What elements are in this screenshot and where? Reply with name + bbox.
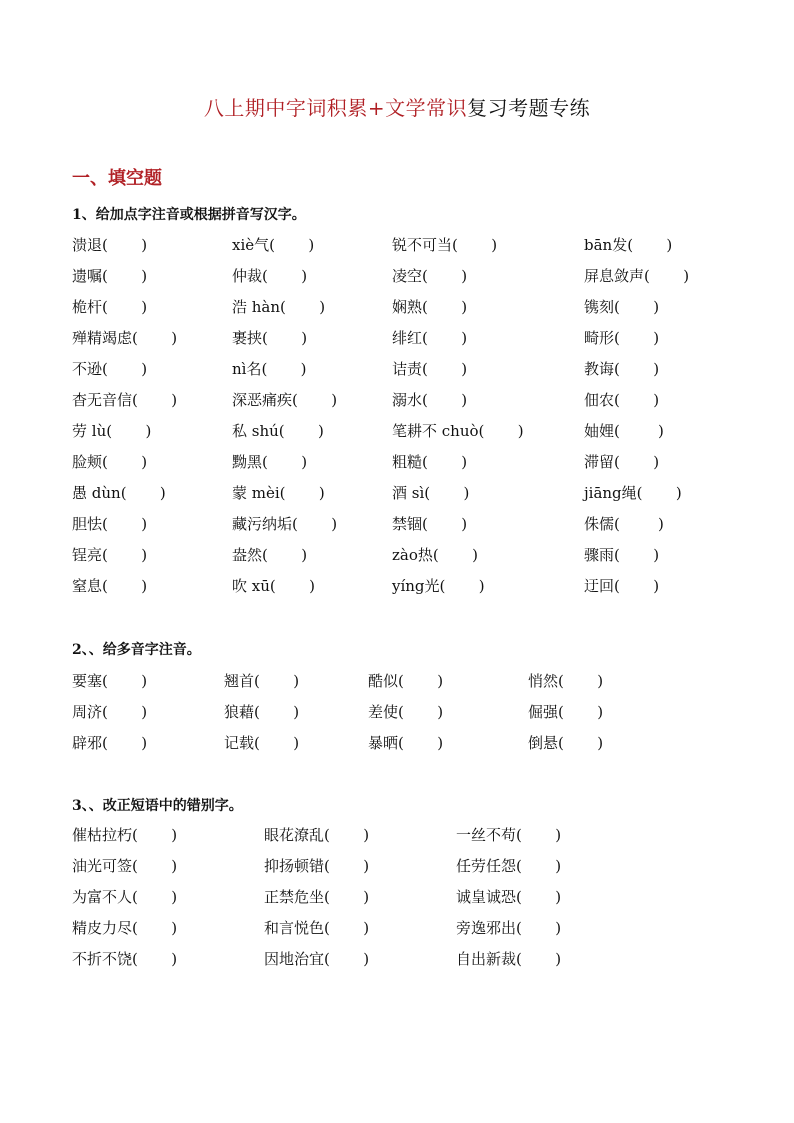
fill-blank-item: 锐不可当( )	[392, 236, 498, 254]
fill-blank-item: 深恶痛疾( )	[232, 391, 338, 409]
item-row	[0, 359, 794, 390]
fill-blank-item: 眼花潦乱( )	[264, 826, 370, 844]
fill-blank-item: 裹挟( )	[232, 329, 308, 347]
fill-blank-item: 翘首( )	[224, 672, 300, 690]
item-row	[0, 514, 794, 545]
item-row	[0, 421, 794, 452]
fill-blank-item: jiāng绳( )	[584, 484, 682, 502]
fill-blank-item: 绯红( )	[392, 329, 468, 347]
fill-blank-item: 倒悬( )	[528, 734, 604, 752]
fill-blank-item: 记载( )	[224, 734, 300, 752]
fill-blank-item: xiè气( )	[232, 236, 315, 254]
fill-blank-item: 锃亮( )	[72, 546, 148, 564]
item-row	[0, 483, 794, 514]
fill-blank-item: 酷似( )	[368, 672, 444, 690]
fill-blank-item: 油光可签( )	[72, 857, 178, 875]
fill-blank-item: 一丝不苟( )	[456, 826, 562, 844]
item-row	[0, 856, 794, 887]
fill-blank-item: 任劳任怨( )	[456, 857, 562, 875]
fill-blank-item: 笔耕不 chuò( )	[392, 422, 524, 440]
fill-blank-item: nì名( )	[232, 360, 307, 378]
fill-blank-item: 差使( )	[368, 703, 444, 721]
item-row	[0, 576, 794, 607]
fill-blank-item: 藏污纳垢( )	[232, 515, 338, 533]
fill-blank-item: 旁逸邪出( )	[456, 919, 562, 937]
fill-blank-item: 暴晒( )	[368, 734, 444, 752]
fill-blank-item: 窒息( )	[72, 577, 148, 595]
item-row	[0, 452, 794, 483]
fill-blank-item: 遗嘱( )	[72, 267, 148, 285]
fill-blank-item: 悄然( )	[528, 672, 604, 690]
fill-blank-item: 诚皇诚恐( )	[456, 888, 562, 906]
fill-blank-item: 倔强( )	[528, 703, 604, 721]
fill-blank-item: yíng光( )	[392, 577, 485, 595]
fill-blank-item: 溃退( )	[72, 236, 148, 254]
question-2-title: 2、、给多音字注音。	[72, 642, 201, 658]
item-row	[0, 545, 794, 576]
fill-blank-item: 吹 xū( )	[232, 577, 315, 595]
fill-blank-item: 粗糙( )	[392, 453, 468, 471]
fill-blank-item: 黝黑( )	[232, 453, 308, 471]
document-title	[0, 95, 794, 121]
item-row	[0, 235, 794, 266]
fill-blank-item: 溺水( )	[392, 391, 468, 409]
fill-blank-item: 镌刻( )	[584, 298, 660, 316]
fill-blank-item: 杳无音信( )	[72, 391, 178, 409]
fill-blank-item: 凌空( )	[392, 267, 468, 285]
fill-blank-item: 抑扬顿错( )	[264, 857, 370, 875]
fill-blank-item: 正禁危坐( )	[264, 888, 370, 906]
question-2-grid	[0, 671, 794, 764]
fill-blank-item: 妯娌( )	[584, 422, 664, 440]
fill-blank-item: bān发( )	[584, 236, 673, 254]
fill-blank-item: 诘责( )	[392, 360, 468, 378]
fill-blank-item: 酒 sì( )	[392, 484, 470, 502]
fill-blank-item: 胆怯( )	[72, 515, 148, 533]
fill-blank-item: 不逊( )	[72, 360, 148, 378]
fill-blank-item: 教诲( )	[584, 360, 660, 378]
section-heading: 一、填空题	[72, 168, 162, 189]
question-3-title: 3、、改正短语中的错别字。	[72, 798, 243, 814]
item-row	[0, 887, 794, 918]
item-row	[0, 390, 794, 421]
fill-blank-item: 愚 dùn( )	[72, 484, 166, 502]
fill-blank-item: 因地治宜( )	[264, 950, 370, 968]
item-row	[0, 825, 794, 856]
fill-blank-item: 浩 hàn( )	[232, 298, 326, 316]
title-dark-part: 复习考题专练	[467, 96, 591, 120]
item-row	[0, 297, 794, 328]
item-row	[0, 671, 794, 702]
fill-blank-item: 禁锢( )	[392, 515, 468, 533]
question-3-grid	[0, 825, 794, 980]
fill-blank-item: 催枯拉朽( )	[72, 826, 178, 844]
fill-blank-item: 劳 lù( )	[72, 422, 152, 440]
fill-blank-item: 周济( )	[72, 703, 148, 721]
fill-blank-item: 娴熟( )	[392, 298, 468, 316]
fill-blank-item: 精皮力尽( )	[72, 919, 178, 937]
fill-blank-item: 畸形( )	[584, 329, 660, 347]
fill-blank-item: 脸颊( )	[72, 453, 148, 471]
fill-blank-item: 佃农( )	[584, 391, 660, 409]
fill-blank-item: 仲裁( )	[232, 267, 308, 285]
fill-blank-item: 和言悦色( )	[264, 919, 370, 937]
fill-blank-item: 桅杆( )	[72, 298, 148, 316]
fill-blank-item: 辟邪( )	[72, 734, 148, 752]
fill-blank-item: 屏息敛声( )	[584, 267, 690, 285]
item-row	[0, 266, 794, 297]
fill-blank-item: 要塞( )	[72, 672, 148, 690]
item-row	[0, 328, 794, 359]
fill-blank-item: 为富不人( )	[72, 888, 178, 906]
fill-blank-item: 狼藉( )	[224, 703, 300, 721]
fill-blank-item: 骤雨( )	[584, 546, 660, 564]
fill-blank-item: 迂回( )	[584, 577, 660, 595]
fill-blank-item: 蒙 mèi( )	[232, 484, 325, 502]
fill-blank-item: zào热( )	[392, 546, 478, 564]
fill-blank-item: 盎然( )	[232, 546, 308, 564]
fill-blank-item: 殚精竭虑( )	[72, 329, 178, 347]
item-row	[0, 702, 794, 733]
fill-blank-item: 私 shú( )	[232, 422, 324, 440]
item-row	[0, 918, 794, 949]
item-row	[0, 949, 794, 980]
question-1-title: 1、给加点字注音或根据拼音写汉字。	[72, 207, 306, 223]
title-red-part: 八上期中字词积累+文学常识	[203, 96, 468, 120]
fill-blank-item: 滞留( )	[584, 453, 660, 471]
fill-blank-item: 不折不饶( )	[72, 950, 178, 968]
fill-blank-item: 自出新裁( )	[456, 950, 562, 968]
fill-blank-item: 侏儒( )	[584, 515, 664, 533]
question-1-grid	[0, 235, 794, 607]
item-row	[0, 733, 794, 764]
